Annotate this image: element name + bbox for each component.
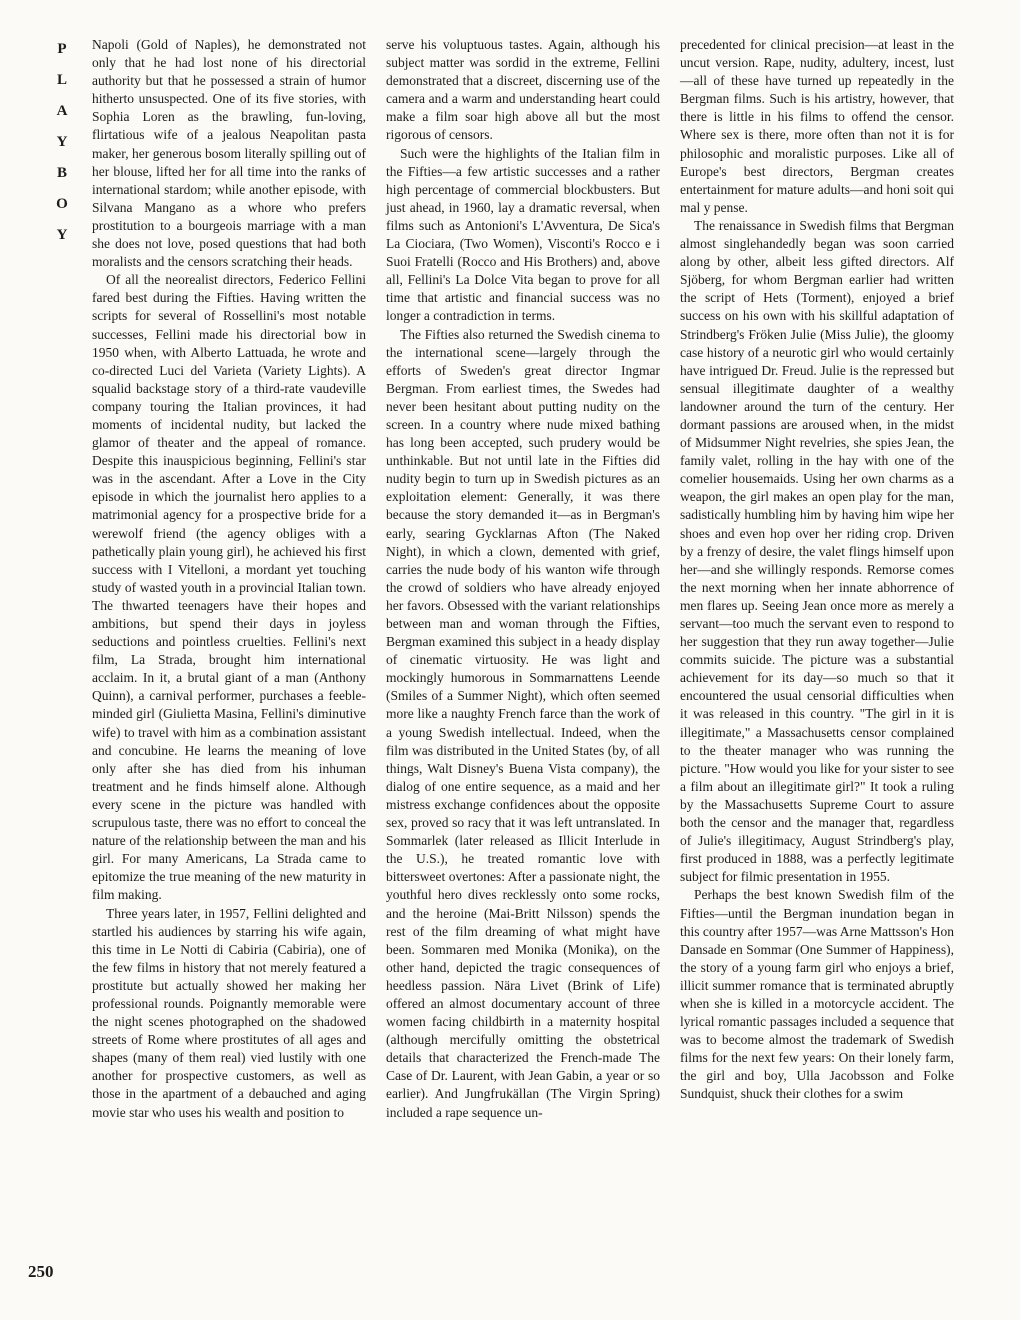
text-column-1 bbox=[92, 36, 366, 1122]
paragraph: Perhaps the best known Swedish film of the Fifties—until the Bergman inundation began in this country after 1957—was Arne Mattsson's Hon Dansade en Sommar (One Summer of Happiness), the story of a young farm girl who enjoys a brief, illicit summer romance that is terminated abruptly when she is killed in a motorcycle accident. The lyrical romantic passages included a sequence that was to become almost the trademark of Swedish films for the next few years: On their lonely farm, the girl and boy, Ulla Jacobsson and Folke Sundquist, shuck their clothes for a swim bbox=[680, 887, 954, 1102]
paragraph: precedented for clinical precision—at least in the uncut version. Rape, nudity, adultery, incest, lust—all of these have turned up repeatedly in the Bergman films. Such is his artistry, however, that there is little in his films to offend the censor. Where sex is there, more often than not it is for philosophic and moralistic purposes. Like all of Europe's best directors, Bergman creates entertainment for mature adults—and honi soit qui mal y pense. bbox=[680, 37, 954, 215]
paragraph: Napoli (Gold of Naples), he demonstrated not only that he had lost none of his directorial authority but that he possessed a strain of humor hitherto unsuspected. One of its five stories, with Sophia Loren as the brawling, fun-loving, flirtatious wife of a jealous Neapolitan pasta maker, her generous bosom literally spilling out of her blouse, lifted her for all time into the ranks of international stardom; while another episode, with Silvana Mangano as a whore who prefers prostitution to a bourgeois marriage with a man she does not love, posed questions that had both moralists and the censors scratching their heads. bbox=[92, 37, 366, 270]
paragraph: The Fifties also returned the Swedish cinema to the international scene—largely through the efforts of Sweden's great director Ingmar Bergman. From earliest times, the Swedes had never been hesitant about putting nudity on the screen. In a country where nude mixed bathing has long been accepted, such prudery would be unthinkable. But not until late in the Fifties did nudity begin to turn up in Swedish pictures as an exploitation element: Generally, it was there because the story demanded it—as in Bergman's early, searing Gycklarnas Afton (The Naked Night), in which a clown, demented with grief, carries the nude body of his wanton wife through the crowd of soldiers who have already enjoyed her favors. Obsessed with the variant relationships between man and woman through the Fifties, Bergman examined this subject in a heady display of cinematic virtuosity. He was light and mockingly humorous in Sommarnattens Leende (Smiles of a Summer Night), which often seemed more like a naughty French farce than the work of a young Swedish intellectual. Indeed, when the film was distributed in the United States (by, of all things, Walt Disney's Buena Vista company), the dialog of one entire sequence, as a maid and her mistress exchange confidences about the opposite sex, proved so racy that it was left untranslated. In Sommarlek (later released as Illicit Interlude in the U.S.), he treated romantic love with bittersweet overtones: After a passionate night, the youthful hero dives recklessly onto some rocks, and the heroine (Mai-Britt Nilsson) spends the rest of the film dreaming of what might have been. Sommaren med Monika (Monika), on the other hand, depicted the tragic consequences of heedless passion. Nära Livet (Brink of Life) offered an almost documentary account of three women facing childbirth in a maternity hospital (although mercifully omitting the obstetrical details that characterized the French-made The Case of Dr. Laurent, with Jean Gabin, a year or so earlier). And Jungfrukällan (The Virgin Spring) included a rape sequence un- bbox=[386, 326, 660, 1120]
page-number: 250 bbox=[28, 1262, 54, 1281]
sidebar-letter: L bbox=[56, 72, 67, 88]
sidebar-letter: Y bbox=[56, 227, 68, 243]
sidebar-letter: B bbox=[56, 165, 67, 181]
text-column-2 bbox=[386, 36, 660, 1122]
text-column-3 bbox=[680, 36, 954, 1104]
paragraph: serve his voluptuous tastes. Again, although his subject matter was sordid in the extreme, Fellini demonstrated that a discreet, discerning use of the camera and a warm and understanding heart could make a film soar high above all but the most rigorous of censors. bbox=[386, 37, 660, 143]
paragraph: Of all the neorealist directors, Federico Fellini fared best during the Fifties. Having written the scripts for several of Rossellini's most notable successes, Fellini made his directorial bow in 1950 when, with Alberto Lattuada, he wrote and co-directed Luci del Varieta (Variety Lights). A squalid backstage story of a third-rate vaudeville company touring the Italian provinces, it had moments of incidental nudity, but lacked the glamor of theater and the appeal of romance. Despite this inauspicious beginning, Fellini's star was in the ascendant. After a Love in the City episode in which the journalist hero applies to a matrimonial agency for a prospective bride for a werewolf friend (the agency obliges with a pathetically plain young girl), he achieved his first success with I Vitelloni, a mordant yet touching study of wasted youth in a provincial Italian town. The thwarted teenagers have their hopes and ambitions, but spend their days in joyless seductions and pointless cruelties. Fellini's next film, La Strada, brought him international acclaim. In it, a brutal giant of a man (Anthony Quinn), a carnival performer, purchases a feeble-minded girl (Giulietta Masina, Fellini's diminutive wife) to travel with him as a combination assistant and concubine. He learns the meaning of love only after she has died from his inhuman treatment and he finds himself alone. Although every scene in the picture was handled with scrupulous taste, there was no effort to conceal the nature of the relationship between the man and his girl. For many Americans, La Strada came to epitomize the true meaning of the new maturity in film making. bbox=[92, 272, 366, 903]
sidebar-letter: O bbox=[56, 196, 68, 212]
paragraph: Three years later, in 1957, Fellini delighted and startled his audiences by starring his wife again, this time in Le Notti di Cabiria (Cabiria), one of the few films in history that not merely featured a prostitute but actually showed her making her professional rounds. Poignantly memorable were the night scenes photographed on the shadowed streets of Rome where prostitutes of all ages and shapes (many of them real) vied lustily with one another for prospective customers, as well as those in the apartment of a debauched and aging movie star who uses his wealth and position to bbox=[92, 905, 366, 1120]
sidebar-letter: A bbox=[56, 103, 68, 119]
paragraph: Such were the highlights of the Italian film in the Fifties—a few artistic successes and a rather high percentage of commercial blockbusters. But just ahead, in 1960, lay a dramatic reversal, when films such as Antonioni's L'Avventura, De Sica's La Ciociara, (Two Women), Visconti's Rocco e i Suoi Fratelli (Rocco and His Brothers) and, above all, Fellini's La Dolce Vita began to prove for all time that artistic and financial success was no longer a contradiction in terms. bbox=[386, 145, 660, 324]
sidebar-letter: P bbox=[57, 41, 67, 57]
sidebar-letter: Y bbox=[56, 134, 68, 150]
magazine-sidebar-title bbox=[50, 34, 74, 251]
paragraph: The renaissance in Swedish films that Bergman almost singlehandedly began was soon carried along by other, albeit less gifted directors. Alf Sjöberg, for whom Bergman earlier had written the script of Hets (Torment), enjoyed a brief success on his own with his skillful adaptation of Strindberg's Fröken Julie (Miss Julie), the gloomy case history of a neurotic girl who would certainly have intrigued Dr. Freud. Julie is the repressed but sensual illegitimate daughter of a wealthy landowner around the turn of the century. Her dormant passions are aroused when, in the midst of Midsummer Night revelries, she spies Jean, the family valet, rolling in the hay with one of the comelier housemaids. Using her own charms as a weapon, the girl makes an open play for the man, sadistically humbling him by having him wipe her shoes and even hop over her riding crop. Driven by a frenzy of desire, the valet flings himself upon her—and she willingly responds. Remorse comes the next morning when her innate abhorrence of men flares up. Seeing Jean once more as merely a servant—too much the servant even to respond to her suggestion that they run away together—Julie commits suicide. The picture was a substantial achievement for its day—so much so that it encountered the usual censorial difficulties when it was released in this country. "The girl in it is illegitimate," a Massachusetts censor complained to the theater manager who was running the picture. "How would you like for your sister to see a film about an illegitimate girl?" It took a ruling by the Massachusetts Supreme Court to assure both the censor and the manager that, regardless of Julie's illegitimacy, August Strindberg's play, first produced in 1888, was a perfectly legitimate subject for filmic presentation in 1955. bbox=[680, 217, 954, 885]
